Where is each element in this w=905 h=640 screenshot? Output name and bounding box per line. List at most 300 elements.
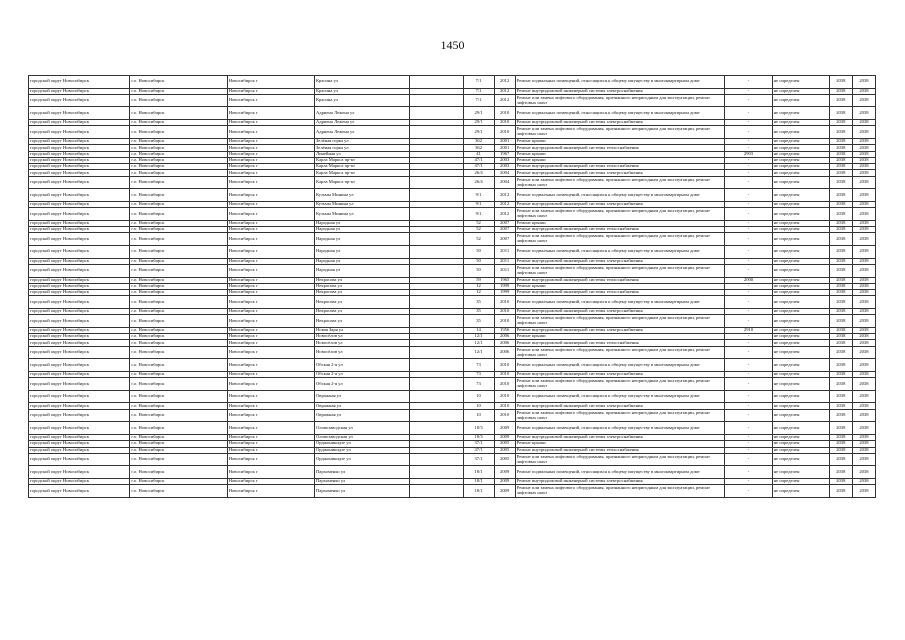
build-year-cell: 2007 xyxy=(494,227,515,233)
house-number-cell: 362 xyxy=(463,138,494,144)
start-year-cell: 2038 xyxy=(829,371,852,377)
cost-cell: - xyxy=(725,201,772,207)
funding-source-cell: не определен xyxy=(772,107,829,120)
city-district-cell: г.о. Новосибирск xyxy=(130,283,227,289)
build-year-cell: 1956 xyxy=(494,327,515,333)
spacer-cell xyxy=(410,264,463,277)
city-cell: Новосибирск г xyxy=(227,208,314,221)
funding-source-cell: не определен xyxy=(772,220,829,226)
end-year-cell: 2038 xyxy=(852,201,875,207)
house-number-cell: 12 xyxy=(463,290,494,296)
house-number-cell: 35 xyxy=(463,308,494,314)
start-year-cell: 2038 xyxy=(829,315,852,328)
work-type-cell: Ремонт подвальных помещений, относящихся к общему имуществу в многоквартирном доме xyxy=(515,422,725,435)
house-number-cell: 9/1 xyxy=(463,208,494,221)
city-district-cell: г.о. Новосибирск xyxy=(130,246,227,259)
city-cell: Новосибирск г xyxy=(227,176,314,189)
municipal-district-cell: городской округ Новосибирск xyxy=(29,409,130,422)
cost-cell: - xyxy=(725,296,772,309)
municipal-district-cell: городской округ Новосибирск xyxy=(29,296,130,309)
work-type-cell: Ремонт внутридомовой инженерной системы электроснабжения xyxy=(515,88,725,94)
city-cell: Новосибирск г xyxy=(227,157,314,163)
table-row xyxy=(29,176,876,189)
end-year-cell: 2038 xyxy=(852,145,875,151)
start-year-cell: 2038 xyxy=(829,220,852,226)
funding-source-cell: не определен xyxy=(772,157,829,163)
city-cell: Новосибирск г xyxy=(227,138,314,144)
city-district-cell: г.о. Новосибирск xyxy=(130,176,227,189)
build-year-cell: 2009 xyxy=(494,466,515,479)
street-cell: Некрасова ул xyxy=(314,315,409,328)
work-type-cell: Ремонт крыши xyxy=(515,441,725,447)
city-cell: Новосибирск г xyxy=(227,227,314,233)
build-year-cell: 2011 xyxy=(494,258,515,264)
funding-source-cell: не определен xyxy=(772,308,829,314)
spacer-cell xyxy=(410,107,463,120)
municipal-district-cell: городской округ Новосибирск xyxy=(29,479,130,485)
street-cell: Новая Заря ул xyxy=(314,327,409,333)
funding-source-cell: не определен xyxy=(772,277,829,283)
house-number-cell: 29/1 xyxy=(463,107,494,120)
street-cell: Карла Маркса пр-кт xyxy=(314,157,409,163)
municipal-district-cell: городской округ Новосибирск xyxy=(29,88,130,94)
table-row xyxy=(29,315,876,328)
work-type-cell: Ремонт внутридомовой инженерной системы электроснабжения xyxy=(515,308,725,314)
end-year-cell: 2038 xyxy=(852,296,875,309)
spacer-cell xyxy=(410,296,463,309)
build-year-cell: 2010 xyxy=(494,403,515,409)
start-year-cell: 2038 xyxy=(829,138,852,144)
build-year-cell: 2010 xyxy=(494,296,515,309)
cost-cell: - xyxy=(725,258,772,264)
start-year-cell: 2038 xyxy=(829,145,852,151)
build-year-cell: 2009 xyxy=(494,422,515,435)
start-year-cell: 2038 xyxy=(829,258,852,264)
start-year-cell: 2038 xyxy=(829,246,852,259)
table-row xyxy=(29,453,876,466)
street-cell: Орджоникидзе ул xyxy=(314,441,409,447)
start-year-cell: 2038 xyxy=(829,264,852,277)
start-year-cell: 2038 xyxy=(829,176,852,189)
work-type-cell: Ремонт подвальных помещений, относящихся к общему имуществу в многоквартирном доме xyxy=(515,246,725,259)
street-cell: Овражная ул xyxy=(314,409,409,422)
street-cell: Зелёная горка ул xyxy=(314,145,409,151)
start-year-cell: 2038 xyxy=(829,76,852,89)
build-year-cell: 1999 xyxy=(494,290,515,296)
city-district-cell: г.о. Новосибирск xyxy=(130,485,227,498)
build-year-cell: 2012 xyxy=(494,189,515,202)
work-type-cell: Ремонт крыши xyxy=(515,151,725,157)
cost-cell: - xyxy=(725,485,772,498)
start-year-cell: 2038 xyxy=(829,453,852,466)
work-type-cell: Ремонт внутридомовой инженерной системы электроснабжения xyxy=(515,327,725,333)
cost-cell: - xyxy=(725,378,772,391)
street-cell: Народная ул xyxy=(314,227,409,233)
work-type-cell: Ремонт или замена лифтового оборудования, признанного непригодным для эксплуатации, ремонт лифтовых шахт xyxy=(515,176,725,189)
cost-cell: - xyxy=(725,359,772,372)
house-number-cell: 10 xyxy=(463,390,494,403)
table-row xyxy=(29,346,876,359)
build-year-cell: 2009 xyxy=(494,479,515,485)
build-year-cell: 2012 xyxy=(494,88,515,94)
funding-source-cell: не определен xyxy=(772,233,829,246)
cost-cell: 2000 xyxy=(725,277,772,283)
house-number-cell: 52 xyxy=(463,227,494,233)
cost-cell: - xyxy=(725,220,772,226)
work-type-cell: Ремонт внутридомовой инженерной системы электроснабжения xyxy=(515,403,725,409)
city-cell: Новосибирск г xyxy=(227,151,314,157)
table-row xyxy=(29,76,876,89)
street-cell: Карла Маркса пр-кт xyxy=(314,170,409,176)
street-cell: Некрасова ул xyxy=(314,308,409,314)
start-year-cell: 2038 xyxy=(829,88,852,94)
city-district-cell: г.о. Новосибирск xyxy=(130,145,227,151)
city-cell: Новосибирск г xyxy=(227,296,314,309)
city-district-cell: г.о. Новосибирск xyxy=(130,151,227,157)
cost-cell: - xyxy=(725,409,772,422)
build-year-cell: 2005 xyxy=(494,447,515,453)
municipal-district-cell: городской округ Новосибирск xyxy=(29,164,130,170)
start-year-cell: 2038 xyxy=(829,277,852,283)
build-year-cell: 2010 xyxy=(494,359,515,372)
house-number-cell: 18/1 xyxy=(463,485,494,498)
city-cell: Новосибирск г xyxy=(227,378,314,391)
street-cell: Новосёлов ул xyxy=(314,346,409,359)
house-number-cell: 12/1 xyxy=(463,340,494,346)
cost-cell: 2903 xyxy=(725,151,772,157)
city-district-cell: г.о. Новосибирск xyxy=(130,189,227,202)
cost-cell: - xyxy=(725,157,772,163)
cost-cell: - xyxy=(725,76,772,89)
city-cell: Новосибирск г xyxy=(227,308,314,314)
city-district-cell: г.о. Новосибирск xyxy=(130,334,227,340)
funding-source-cell: не определен xyxy=(772,227,829,233)
street-cell: Оловозаводская ул xyxy=(314,434,409,440)
funding-source-cell: не определен xyxy=(772,296,829,309)
city-district-cell: г.о. Новосибирск xyxy=(130,378,227,391)
city-cell: Новосибирск г xyxy=(227,359,314,372)
cost-cell: - xyxy=(725,290,772,296)
start-year-cell: 2038 xyxy=(829,120,852,126)
municipal-district-cell: городской округ Новосибирск xyxy=(29,76,130,89)
work-type-cell: Ремонт подвальных помещений, относящихся к общему имуществу в многоквартирном доме xyxy=(515,76,725,89)
municipal-district-cell: городской округ Новосибирск xyxy=(29,264,130,277)
table-row xyxy=(29,466,876,479)
funding-source-cell: не определен xyxy=(772,434,829,440)
city-district-cell: г.о. Новосибирск xyxy=(130,76,227,89)
city-cell: Новосибирск г xyxy=(227,258,314,264)
city-district-cell: г.о. Новосибирск xyxy=(130,277,227,283)
street-cell: Обская 2-я ул xyxy=(314,371,409,377)
funding-source-cell: не определен xyxy=(772,145,829,151)
end-year-cell: 2038 xyxy=(852,170,875,176)
work-type-cell: Ремонт внутридомовой инженерной системы электроснабжения xyxy=(515,201,725,207)
cost-cell: - xyxy=(725,441,772,447)
work-type-cell: Ремонт или замена лифтового оборудования, признанного непригодным для эксплуатации, ремонт лифтовых шахт xyxy=(515,126,725,139)
end-year-cell: 2038 xyxy=(852,308,875,314)
city-district-cell: г.о. Новосибирск xyxy=(130,447,227,453)
house-number-cell: 10 xyxy=(463,409,494,422)
table-row xyxy=(29,485,876,498)
house-number-cell: 35 xyxy=(463,296,494,309)
start-year-cell: 2038 xyxy=(829,390,852,403)
city-cell: Новосибирск г xyxy=(227,466,314,479)
work-type-cell: Ремонт подвальных помещений, относящихся к общему имуществу в многоквартирном доме xyxy=(515,466,725,479)
funding-source-cell: не определен xyxy=(772,189,829,202)
work-type-cell: Ремонт крыши xyxy=(515,138,725,144)
build-year-cell: 2006 xyxy=(494,334,515,340)
table-row xyxy=(29,264,876,277)
funding-source-cell: не определен xyxy=(772,264,829,277)
end-year-cell: 2038 xyxy=(852,189,875,202)
work-type-cell: Ремонт внутридомовой инженерной системы электроснабжения xyxy=(515,371,725,377)
funding-source-cell: не определен xyxy=(772,403,829,409)
end-year-cell: 2038 xyxy=(852,227,875,233)
municipal-district-cell: городской округ Новосибирск xyxy=(29,371,130,377)
work-type-cell: Ремонт крыши xyxy=(515,157,725,163)
house-number-cell: 50 xyxy=(463,258,494,264)
cost-cell: - xyxy=(725,227,772,233)
funding-source-cell: не определен xyxy=(772,441,829,447)
municipal-district-cell: городской округ Новосибирск xyxy=(29,327,130,333)
city-district-cell: г.о. Новосибирск xyxy=(130,359,227,372)
street-cell: Некрасова ул xyxy=(314,290,409,296)
spacer-cell xyxy=(410,453,463,466)
city-cell: Новосибирск г xyxy=(227,107,314,120)
cost-cell: - xyxy=(725,422,772,435)
city-district-cell: г.о. Новосибирск xyxy=(130,264,227,277)
city-district-cell: г.о. Новосибирск xyxy=(130,340,227,346)
city-district-cell: г.о. Новосибирск xyxy=(130,164,227,170)
municipal-district-cell: городской округ Новосибирск xyxy=(29,138,130,144)
house-number-cell: 50 xyxy=(463,246,494,259)
build-year-cell: 2012 xyxy=(494,208,515,221)
municipal-district-cell: городской округ Новосибирск xyxy=(29,145,130,151)
start-year-cell: 2038 xyxy=(829,422,852,435)
end-year-cell: 2038 xyxy=(852,283,875,289)
work-type-cell: Ремонт или замена лифтового оборудования, признанного непригодным для эксплуатации, ремонт лифтовых шахт xyxy=(515,94,725,107)
city-cell: Новосибирск г xyxy=(227,76,314,89)
house-number-cell: 50 xyxy=(463,264,494,277)
table-row xyxy=(29,409,876,422)
start-year-cell: 2038 xyxy=(829,283,852,289)
build-year-cell: 2012 xyxy=(494,76,515,89)
end-year-cell: 2038 xyxy=(852,434,875,440)
work-type-cell: Ремонт подвальных помещений, относящихся к общему имуществу в многоквартирном доме xyxy=(515,390,725,403)
start-year-cell: 2038 xyxy=(829,157,852,163)
end-year-cell: 2038 xyxy=(852,315,875,328)
end-year-cell: 2038 xyxy=(852,233,875,246)
funding-source-cell: не определен xyxy=(772,485,829,498)
start-year-cell: 2038 xyxy=(829,227,852,233)
cost-cell: - xyxy=(725,233,772,246)
house-number-cell: 37/1 xyxy=(463,447,494,453)
city-cell: Новосибирск г xyxy=(227,220,314,226)
city-district-cell: г.о. Новосибирск xyxy=(130,290,227,296)
city-district-cell: г.о. Новосибирск xyxy=(130,422,227,435)
street-cell: Новосёлов ул xyxy=(314,340,409,346)
city-district-cell: г.о. Новосибирск xyxy=(130,126,227,139)
city-district-cell: г.о. Новосибирск xyxy=(130,94,227,107)
end-year-cell: 2038 xyxy=(852,403,875,409)
house-number-cell: 73 xyxy=(463,378,494,391)
house-number-cell: 12/1 xyxy=(463,346,494,359)
street-cell: Орджоникидзе ул xyxy=(314,447,409,453)
municipal-district-cell: городской округ Новосибирск xyxy=(29,233,130,246)
city-cell: Новосибирск г xyxy=(227,233,314,246)
city-cell: Новосибирск г xyxy=(227,277,314,283)
municipal-district-cell: городской округ Новосибирск xyxy=(29,258,130,264)
municipal-district-cell: городской округ Новосибирск xyxy=(29,441,130,447)
start-year-cell: 2038 xyxy=(829,479,852,485)
municipal-district-cell: городской округ Новосибирск xyxy=(29,359,130,372)
cost-cell: - xyxy=(725,434,772,440)
city-cell: Новосибирск г xyxy=(227,94,314,107)
house-number-cell: 9/1 xyxy=(463,201,494,207)
end-year-cell: 2038 xyxy=(852,378,875,391)
work-type-cell: Ремонт или замена лифтового оборудования, признанного непригодным для эксплуатации, ремонт лифтовых шахт xyxy=(515,233,725,246)
cost-cell: - xyxy=(725,208,772,221)
work-type-cell: Ремонт или замена лифтового оборудования, признанного непригодным для эксплуатации, ремонт лифтовых шахт xyxy=(515,485,725,498)
city-cell: Новосибирск г xyxy=(227,164,314,170)
cost-cell: - xyxy=(725,189,772,202)
work-type-cell: Ремонт внутридомовой инженерной системы теплоснабжения xyxy=(515,164,725,170)
end-year-cell: 2038 xyxy=(852,359,875,372)
house-number-cell: 18/3 xyxy=(463,422,494,435)
house-number-cell: 7/1 xyxy=(463,94,494,107)
work-type-cell: Ремонт или замена лифтового оборудования, признанного непригодным для эксплуатации, ремонт лифтовых шахт xyxy=(515,378,725,391)
work-type-cell: Ремонт подвальных помещений, относящихся к общему имуществу в многоквартирном доме xyxy=(515,107,725,120)
city-district-cell: г.о. Новосибирск xyxy=(130,308,227,314)
build-year-cell: 2010 xyxy=(494,378,515,391)
city-district-cell: г.о. Новосибирск xyxy=(130,157,227,163)
street-cell: Обская 2-я ул xyxy=(314,378,409,391)
table-row xyxy=(29,233,876,246)
house-number-cell: 26/4 xyxy=(463,176,494,189)
end-year-cell: 2038 xyxy=(852,441,875,447)
build-year-cell: 2012 xyxy=(494,201,515,207)
build-year-cell: 2010 xyxy=(494,315,515,328)
city-cell: Новосибирск г xyxy=(227,283,314,289)
house-number-cell: 59 xyxy=(463,277,494,283)
street-cell: Овражная ул xyxy=(314,403,409,409)
spacer-cell xyxy=(410,94,463,107)
build-year-cell: 2006 xyxy=(494,346,515,359)
table-row xyxy=(29,94,876,107)
municipal-district-cell: городской округ Новосибирск xyxy=(29,403,130,409)
end-year-cell: 2038 xyxy=(852,157,875,163)
cost-cell: - xyxy=(725,88,772,94)
start-year-cell: 2038 xyxy=(829,290,852,296)
capital-repair-table xyxy=(28,75,876,498)
city-district-cell: г.о. Новосибирск xyxy=(130,371,227,377)
start-year-cell: 2038 xyxy=(829,403,852,409)
cost-cell: - xyxy=(725,176,772,189)
funding-source-cell: не определен xyxy=(772,94,829,107)
funding-source-cell: не определен xyxy=(772,138,829,144)
municipal-district-cell: городской округ Новосибирск xyxy=(29,107,130,120)
work-type-cell: Ремонт крыши xyxy=(515,334,725,340)
spacer-cell xyxy=(410,466,463,479)
street-cell: Народная ул xyxy=(314,233,409,246)
city-district-cell: г.о. Новосибирск xyxy=(130,88,227,94)
start-year-cell: 2038 xyxy=(829,441,852,447)
cost-cell: - xyxy=(725,164,772,170)
work-type-cell: Ремонт подвальных помещений, относящихся к общему имуществу в многоквартирном доме xyxy=(515,189,725,202)
city-cell: Новосибирск г xyxy=(227,88,314,94)
municipal-district-cell: городской округ Новосибирск xyxy=(29,277,130,283)
build-year-cell: 2010 xyxy=(494,371,515,377)
city-cell: Новосибирск г xyxy=(227,479,314,485)
city-district-cell: г.о. Новосибирск xyxy=(130,120,227,126)
funding-source-cell: не определен xyxy=(772,359,829,372)
end-year-cell: 2038 xyxy=(852,208,875,221)
municipal-district-cell: городской округ Новосибирск xyxy=(29,227,130,233)
cost-cell: - xyxy=(725,264,772,277)
city-cell: Новосибирск г xyxy=(227,201,314,207)
build-year-cell: 2010 xyxy=(494,390,515,403)
municipal-district-cell: городской округ Новосибирск xyxy=(29,283,130,289)
funding-source-cell: не определен xyxy=(772,176,829,189)
house-number-cell: 14 xyxy=(463,327,494,333)
end-year-cell: 2038 xyxy=(852,371,875,377)
city-district-cell: г.о. Новосибирск xyxy=(130,403,227,409)
cost-cell: - xyxy=(725,138,772,144)
street-cell: Пархоменко ул xyxy=(314,479,409,485)
municipal-district-cell: городской округ Новосибирск xyxy=(29,390,130,403)
city-cell: Новосибирск г xyxy=(227,170,314,176)
end-year-cell: 2038 xyxy=(852,126,875,139)
cost-cell: - xyxy=(725,479,772,485)
funding-source-cell: не определен xyxy=(772,164,829,170)
city-cell: Новосибирск г xyxy=(227,422,314,435)
municipal-district-cell: городской округ Новосибирск xyxy=(29,157,130,163)
municipal-district-cell: городской округ Новосибирск xyxy=(29,466,130,479)
end-year-cell: 2038 xyxy=(852,76,875,89)
work-type-cell: Ремонт или замена лифтового оборудования, признанного непригодным для эксплуатации, ремонт лифтовых шахт xyxy=(515,453,725,466)
build-year-cell: 2007 xyxy=(494,233,515,246)
work-type-cell: Ремонт или замена лифтового оборудования, признанного непригодным для эксплуатации, ремонт лифтовых шахт xyxy=(515,346,725,359)
city-district-cell: г.о. Новосибирск xyxy=(130,258,227,264)
cost-cell: - xyxy=(725,466,772,479)
table-body xyxy=(29,76,876,498)
street-cell: Овражная ул xyxy=(314,390,409,403)
spacer-cell xyxy=(410,422,463,435)
street-cell: Пархоменко ул xyxy=(314,466,409,479)
city-cell: Новосибирск г xyxy=(227,390,314,403)
city-cell: Новосибирск г xyxy=(227,290,314,296)
page-number: 1450 xyxy=(440,38,465,52)
spacer-cell xyxy=(410,126,463,139)
city-district-cell: г.о. Новосибирск xyxy=(130,170,227,176)
house-number-cell: 37/1 xyxy=(463,453,494,466)
municipal-district-cell: городской округ Новосибирск xyxy=(29,346,130,359)
cost-cell: - xyxy=(725,334,772,340)
house-number-cell: 12/1 xyxy=(463,334,494,340)
build-year-cell: 2005 xyxy=(494,453,515,466)
city-cell: Новосибирск г xyxy=(227,453,314,466)
build-year-cell: 2010 xyxy=(494,107,515,120)
municipal-district-cell: городской округ Новосибирск xyxy=(29,290,130,296)
funding-source-cell: не определен xyxy=(772,371,829,377)
street-cell: Кузьмы Минина ул xyxy=(314,189,409,202)
spacer-cell xyxy=(410,378,463,391)
funding-source-cell: не определен xyxy=(772,409,829,422)
cost-cell: 2910 xyxy=(725,327,772,333)
funding-source-cell: не определен xyxy=(772,246,829,259)
house-number-cell: 362 xyxy=(463,145,494,151)
city-district-cell: г.о. Новосибирск xyxy=(130,107,227,120)
